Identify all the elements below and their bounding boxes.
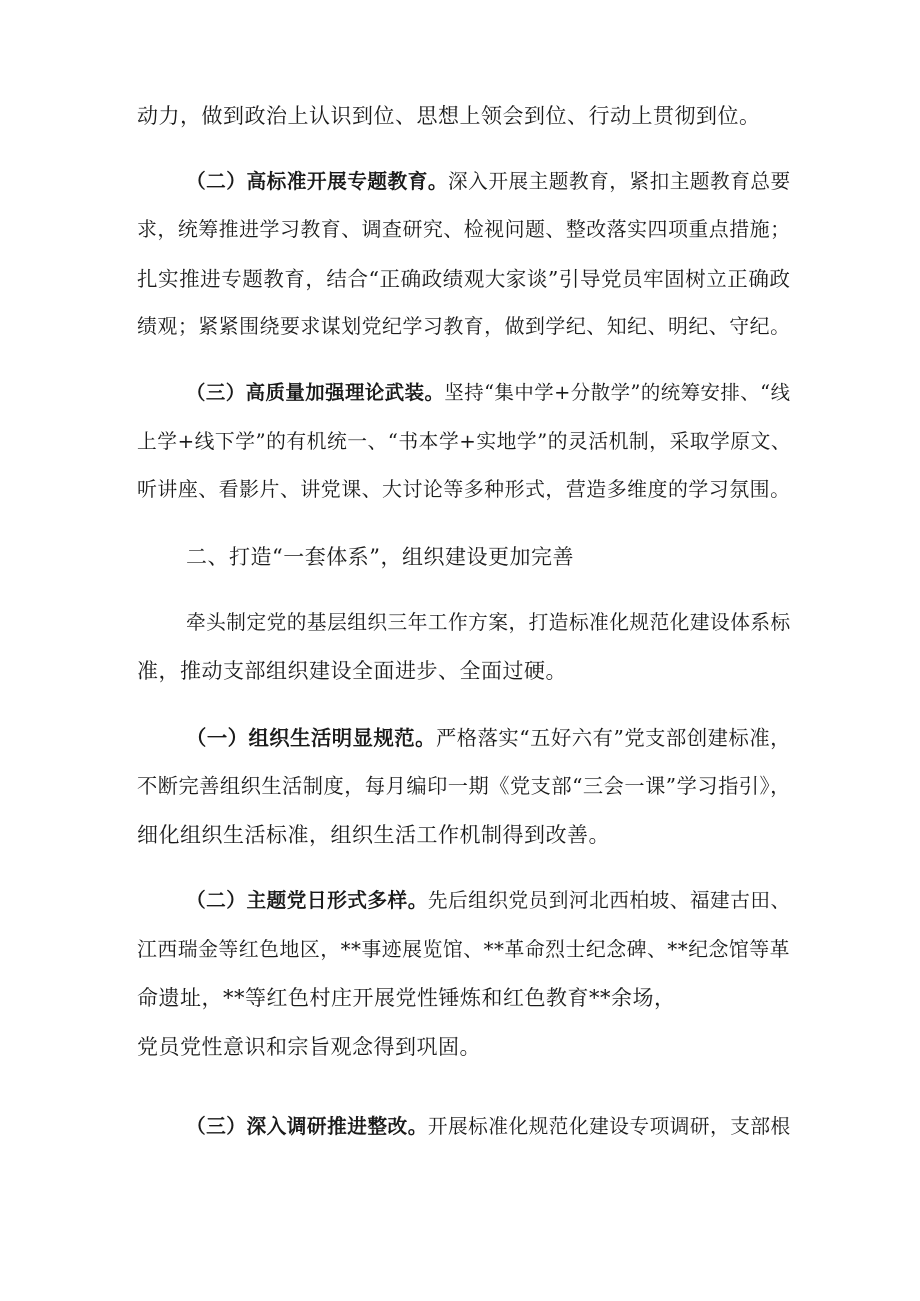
text: 坚持“集中学+分散学”的统筹安排、“线 xyxy=(444,381,791,404)
paragraph-line xyxy=(186,608,791,638)
paragraph-line xyxy=(186,378,790,408)
text: 听讲座、看影片、讲党课、大讨论等多种形式，营造多维度的学习氛围。 xyxy=(137,478,791,501)
text: 求，统筹推进学习教育、调查研究、检视问题、整改落实四项重点措施； xyxy=(137,218,791,241)
paragraph-line xyxy=(186,723,791,753)
text: 党员党性意识和宗旨观念得到巩固。 xyxy=(137,1035,481,1059)
paragraph-line xyxy=(137,101,761,131)
paragraph-line xyxy=(137,656,567,686)
paragraph-line xyxy=(137,312,791,342)
paragraph-line xyxy=(137,771,791,801)
text: 开展标准化规范化建设专项调研，支部根 xyxy=(427,1115,791,1138)
paragraph-line xyxy=(137,820,610,850)
text: 细化组织生活标准，组织生活工作机制得到改善。 xyxy=(137,823,610,847)
paragraph-heading: （一）组织生活明显规范。 xyxy=(186,726,436,750)
paragraph-line xyxy=(186,886,791,916)
text: 二、打造“一套体系”，组织建设更加完善 xyxy=(186,545,574,569)
text: 深入开展主题教育，紧扣主题教育总要 xyxy=(448,170,791,193)
paragraph-line xyxy=(137,1032,481,1062)
paragraph-heading: （三）高质量加强理论武装。 xyxy=(186,381,445,404)
text: 严格落实“五好六有”党支部创建标准， xyxy=(435,726,791,750)
text: 先后组织党员到河北西柏坡、福建古田、 xyxy=(427,889,791,912)
paragraph-line xyxy=(186,1112,791,1142)
text: 不断完善组织生活制度，每月编印一期《党支部“三会一课”学习指引》， xyxy=(137,774,791,798)
text: 牵头制定党的基层组织三年工作方案，打造标准化规范化建设体系标 xyxy=(186,611,791,634)
paragraph-line xyxy=(137,983,676,1013)
paragraph-line xyxy=(137,475,791,505)
text: 绩观；紧紧围绕要求谋划党纪学习教育，做到学纪、知纪、明纪、守纪。 xyxy=(137,315,791,338)
text: 江西瑞金等红色地区，**事迹展览馆、**革命烈士纪念碑、**纪念馆等革 xyxy=(137,938,790,961)
paragraph-heading: （三）深入调研推进整改。 xyxy=(186,1115,428,1138)
paragraph-line xyxy=(137,215,791,245)
paragraph-line xyxy=(186,167,791,197)
paragraph-line xyxy=(137,935,790,965)
paragraph-line xyxy=(137,264,790,294)
paragraph-line xyxy=(137,427,791,457)
paragraph-heading: （二）高标准开展专题教育。 xyxy=(186,170,449,193)
text: 动力，做到政治上认识到位、思想上领会到位、行动上贯彻到位。 xyxy=(137,104,761,128)
text: 扎实推进专题教育，结合“正确政绩观大家谈”引导党员牢固树立正确政 xyxy=(137,267,791,291)
text: 命遗址，**等红色村庄开展党性锤炼和红色教育**余场， xyxy=(137,986,676,1010)
paragraph-heading: （二）主题党日形式多样。 xyxy=(186,889,428,912)
text: 上学+线下学”的有机统一、“书本学+实地学”的灵活机制，采取学原文、 xyxy=(137,430,792,453)
text: 准，推动支部组织建设全面进步、全面过硬。 xyxy=(137,659,567,683)
section-heading xyxy=(186,542,574,572)
